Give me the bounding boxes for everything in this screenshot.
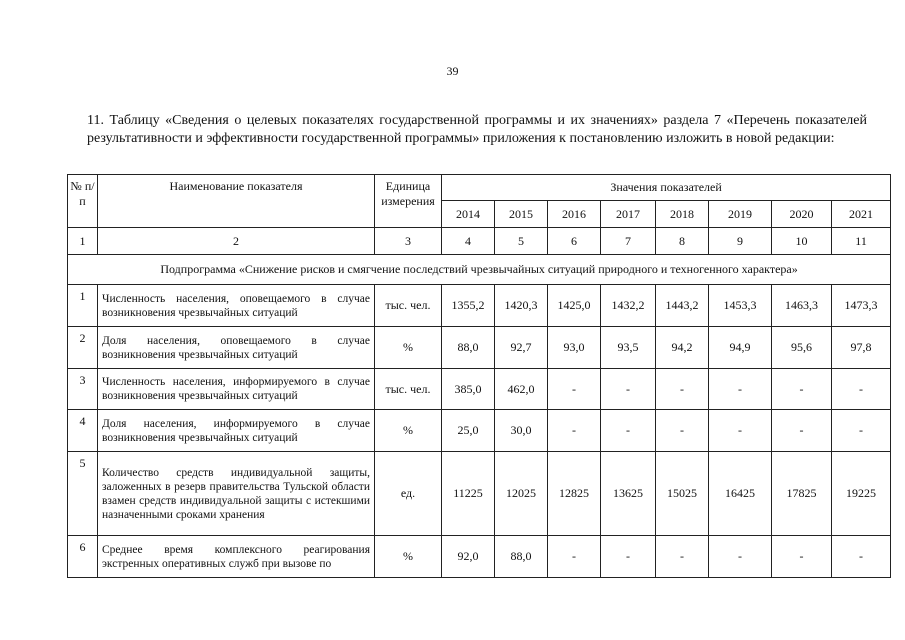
header-year: 2014: [442, 201, 495, 228]
row-value: 1432,2: [601, 285, 656, 327]
row-value: 94,9: [709, 327, 772, 369]
column-number-row: [68, 228, 891, 255]
row-value: -: [601, 369, 656, 410]
row-value: -: [548, 410, 601, 452]
subprogram-row: [68, 255, 891, 285]
row-value: -: [656, 410, 709, 452]
row-value: 88,0: [495, 536, 548, 578]
row-num: 2: [68, 327, 98, 369]
row-value: 25,0: [442, 410, 495, 452]
header-year: 2020: [772, 201, 832, 228]
column-number: 6: [548, 228, 601, 255]
row-unit: тыс. чел.: [375, 369, 442, 410]
row-name: Доля населения, информируемого в случае возникновения чрезвычайных ситуаций: [98, 410, 375, 452]
row-value: 11225: [442, 452, 495, 536]
row-value: 15025: [656, 452, 709, 536]
row-unit: %: [375, 410, 442, 452]
column-number: 7: [601, 228, 656, 255]
table-row: [68, 285, 891, 327]
row-name: Количество средств индивидуальной защиты, заложенных в резерв правительства Тульской области взамен средств индивидуальной защиты с истекшими назначенными сроками хранения: [98, 452, 375, 536]
row-value: 1463,3: [772, 285, 832, 327]
header-year: 2015: [495, 201, 548, 228]
row-value: -: [709, 536, 772, 578]
subprogram-title: Подпрограмма «Снижение рисков и смягчение последствий чрезвычайных ситуаций природного и техногенного характера»: [68, 255, 891, 285]
row-value: -: [656, 536, 709, 578]
row-value: -: [772, 536, 832, 578]
header-num: № п/п: [68, 175, 98, 228]
row-value: 93,0: [548, 327, 601, 369]
row-value: 462,0: [495, 369, 548, 410]
row-value: 12025: [495, 452, 548, 536]
table-row: [68, 410, 891, 452]
table-row: [68, 452, 891, 536]
row-value: 1473,3: [832, 285, 891, 327]
row-value: 19225: [832, 452, 891, 536]
column-number: 4: [442, 228, 495, 255]
column-number: 2: [98, 228, 375, 255]
header-year: 2021: [832, 201, 891, 228]
row-name: Доля населения, оповещаемого в случае возникновения чрезвычайных ситуаций: [98, 327, 375, 369]
row-unit: тыс. чел.: [375, 285, 442, 327]
row-value: -: [709, 369, 772, 410]
row-unit: %: [375, 327, 442, 369]
row-value: 1443,2: [656, 285, 709, 327]
row-value: 16425: [709, 452, 772, 536]
row-value: -: [601, 536, 656, 578]
column-number: 1: [68, 228, 98, 255]
row-name: Численность населения, информируемого в случае возникновения чрезвычайных ситуаций: [98, 369, 375, 410]
column-number: 8: [656, 228, 709, 255]
row-value: 1420,3: [495, 285, 548, 327]
column-number: 11: [832, 228, 891, 255]
row-value: 17825: [772, 452, 832, 536]
header-name: Наименование показателя: [98, 175, 375, 228]
header-year: 2017: [601, 201, 656, 228]
row-value: 94,2: [656, 327, 709, 369]
row-value: 92,7: [495, 327, 548, 369]
header-row: [68, 175, 891, 201]
indicators-table: [67, 174, 891, 578]
row-num: 5: [68, 452, 98, 536]
row-value: -: [772, 369, 832, 410]
row-num: 4: [68, 410, 98, 452]
row-num: 3: [68, 369, 98, 410]
table-row: [68, 369, 891, 410]
row-value: 30,0: [495, 410, 548, 452]
row-name: Среднее время комплексного реагирования экстренных оперативных служб при вызове по: [98, 536, 375, 578]
row-value: 12825: [548, 452, 601, 536]
row-value: -: [601, 410, 656, 452]
header-year: 2016: [548, 201, 601, 228]
column-number: 10: [772, 228, 832, 255]
row-value: -: [832, 536, 891, 578]
header-year: 2019: [709, 201, 772, 228]
row-value: -: [772, 410, 832, 452]
row-value: -: [656, 369, 709, 410]
column-number: 3: [375, 228, 442, 255]
row-num: 1: [68, 285, 98, 327]
header-year: 2018: [656, 201, 709, 228]
row-value: 1355,2: [442, 285, 495, 327]
row-value: 13625: [601, 452, 656, 536]
page-number: 39: [446, 64, 459, 78]
column-number: 5: [495, 228, 548, 255]
row-unit: ед.: [375, 452, 442, 536]
table-row: [68, 536, 891, 578]
row-value: 88,0: [442, 327, 495, 369]
row-value: 93,5: [601, 327, 656, 369]
row-unit: %: [375, 536, 442, 578]
header-unit: Единица измерения: [375, 175, 442, 228]
row-value: -: [832, 369, 891, 410]
row-value: 1425,0: [548, 285, 601, 327]
table-row: [68, 327, 891, 369]
row-name: Численность населения, оповещаемого в случае возникновения чрезвычайных ситуаций: [98, 285, 375, 327]
row-value: 97,8: [832, 327, 891, 369]
intro-paragraph: 11. Таблицу «Сведения о целевых показателях государственной программы и их значениях» раздела 7 «Перечень показателей результативности и эффективности государственной программы» приложения к постановлению изложить в новой редакции:: [87, 113, 867, 146]
row-value: 92,0: [442, 536, 495, 578]
row-value: -: [709, 410, 772, 452]
header-values-group: Значения показателей: [442, 175, 891, 201]
row-value: -: [548, 369, 601, 410]
row-num: 6: [68, 536, 98, 578]
row-value: 95,6: [772, 327, 832, 369]
row-value: -: [548, 536, 601, 578]
row-value: 1453,3: [709, 285, 772, 327]
row-value: 385,0: [442, 369, 495, 410]
column-number: 9: [709, 228, 772, 255]
row-value: -: [832, 410, 891, 452]
